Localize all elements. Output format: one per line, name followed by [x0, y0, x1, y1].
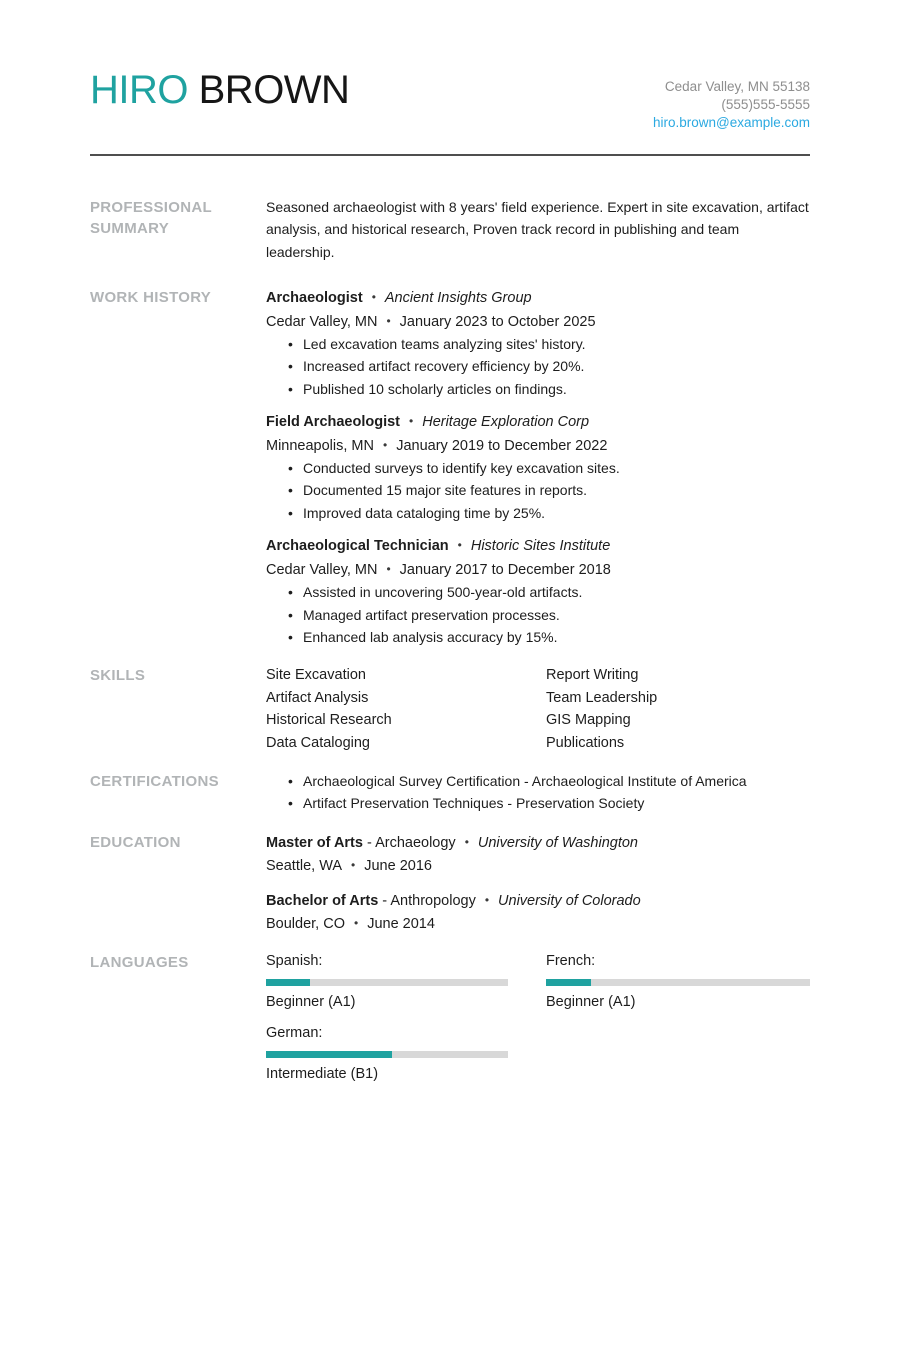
- section-work-history: [90, 286, 810, 648]
- job-bullet-list: [266, 333, 810, 400]
- education-meta-line: [266, 854, 810, 877]
- degree: Master of Arts: [266, 834, 363, 851]
- summary-text: Seasoned archaeologist with 8 years' field experience. Expert in site excavation, artifact analysis, and historical research, Proven track record in publishing and team leadership.: [266, 199, 809, 260]
- language-name: French:: [546, 953, 596, 970]
- dot-separator: •: [386, 561, 391, 576]
- bullet-item: • Assisted in uncovering 500-year-old artifacts.: [288, 581, 810, 603]
- education-meta-line: [266, 912, 810, 935]
- school: University of Colorado: [498, 892, 641, 909]
- job-dates: January 2019 to December 2022: [396, 437, 608, 454]
- education-heading: EDUCATION: [90, 833, 181, 851]
- job-entry: [266, 534, 810, 648]
- job-company: Ancient Insights Group: [384, 290, 532, 307]
- dot-separator: •: [457, 538, 462, 553]
- skill-item: Artifact Analysis: [266, 689, 369, 706]
- language-entry: [266, 951, 546, 1013]
- graduation-date: June 2014: [367, 915, 435, 932]
- dot-separator: •: [409, 414, 414, 429]
- graduation-date: June 2016: [364, 858, 432, 875]
- certifications-heading: CERTIFICATIONS: [90, 772, 219, 790]
- contact-email-link[interactable]: hiro.brown@example.com: [652, 115, 810, 130]
- skill-item: Data Cataloging: [266, 734, 370, 751]
- education-title-line: [266, 831, 810, 854]
- section-education: [90, 831, 810, 936]
- skill-item: Site Excavation: [266, 667, 366, 684]
- skill-item: Team Leadership: [546, 689, 658, 706]
- section-skills: [90, 664, 810, 754]
- job-entry: [266, 410, 810, 524]
- language-level: Beginner (A1): [266, 994, 356, 1011]
- last-name: BROWN: [198, 68, 350, 112]
- job-meta-line: [266, 558, 810, 581]
- language-progress-fill: [266, 1051, 392, 1058]
- dot-separator: •: [386, 313, 391, 328]
- bullet-item: • Enhanced lab analysis accuracy by 15%.: [288, 626, 810, 648]
- degree: Bachelor of Arts: [266, 892, 379, 909]
- languages-heading: LANGUAGES: [90, 954, 189, 972]
- education-content: [266, 831, 810, 936]
- job-bullet-list: [266, 581, 810, 648]
- skill-item: Report Writing: [546, 667, 639, 684]
- education-entry: [266, 831, 810, 878]
- job-bullet-list: [266, 457, 810, 524]
- bullet-item: • Increased artifact recovery efficiency by 20%.: [288, 355, 810, 377]
- language-progress-fill: [266, 979, 310, 986]
- bullet-item: • Published 10 scholarly articles on findings.: [288, 378, 810, 400]
- dot-separator: •: [383, 437, 388, 452]
- skill-item: Historical Research: [266, 712, 392, 729]
- job-dates: January 2017 to December 2018: [399, 561, 611, 578]
- school: University of Washington: [477, 834, 638, 851]
- contact-phone: (555)555-5555: [721, 97, 810, 112]
- job-company: Historic Sites Institute: [470, 538, 611, 555]
- section-professional-summary: [90, 196, 810, 263]
- certification-item: • Archaeological Survey Certification - Archaeological Institute of America: [288, 770, 810, 792]
- job-location: Cedar Valley, MN: [266, 313, 378, 330]
- dot-separator: •: [484, 892, 490, 907]
- job-location: Minneapolis, MN: [266, 437, 374, 454]
- job-meta-line: [266, 310, 810, 333]
- skills-column-2: [546, 664, 810, 754]
- section-languages: [90, 951, 810, 1085]
- languages-content: [266, 951, 810, 1085]
- job-location: Cedar Valley, MN: [266, 561, 378, 578]
- bullet-item: • Managed artifact preservation processes.: [288, 604, 810, 626]
- skill-item: GIS Mapping: [546, 712, 631, 729]
- language-progress-bar: [266, 1051, 508, 1058]
- job-title: Archaeologist: [266, 290, 363, 307]
- dot-separator: •: [464, 834, 469, 849]
- bullet-item: • Conducted surveys to identify key excavation sites.: [288, 457, 810, 479]
- summary-heading: PROFESSIONAL SUMMARY: [90, 199, 212, 237]
- work-history-heading: WORK HISTORY: [90, 289, 212, 307]
- work-history-content: [266, 286, 810, 648]
- language-entry: [266, 1023, 546, 1085]
- skill-item: Publications: [546, 734, 625, 751]
- language-progress-bar: [546, 979, 810, 986]
- education-title-line: [266, 889, 810, 912]
- language-name: German:: [266, 1025, 323, 1042]
- bullet-item: • Improved data cataloging time by 25%.: [288, 502, 810, 524]
- dash-separator: -: [367, 834, 372, 851]
- dot-separator: •: [371, 290, 376, 305]
- job-title-line: [266, 410, 810, 433]
- resume-body: [90, 196, 810, 1085]
- header: [90, 68, 810, 132]
- field-of-study: Archaeology: [375, 834, 456, 851]
- school-location: Seattle, WA: [266, 858, 343, 875]
- language-progress-fill: [546, 979, 591, 986]
- header-divider: [90, 154, 810, 156]
- job-title: Archaeological Technician: [266, 538, 449, 555]
- first-name: HIRO: [90, 68, 188, 112]
- dash-separator: -: [382, 892, 388, 909]
- language-entry: [546, 951, 810, 1013]
- bullet-item: • Led excavation teams analyzing sites' history.: [288, 333, 810, 355]
- field-of-study: Anthropology: [390, 892, 476, 909]
- skills-heading: SKILLS: [90, 667, 146, 685]
- skills-content: [266, 664, 810, 754]
- job-title-line: [266, 286, 810, 309]
- language-name: Spanish:: [266, 953, 323, 970]
- skills-column-1: [266, 664, 546, 754]
- job-meta-line: [266, 434, 810, 457]
- language-progress-bar: [266, 979, 508, 986]
- school-location: Boulder, CO: [266, 915, 345, 932]
- language-level: Beginner (A1): [546, 994, 636, 1011]
- dot-separator: •: [351, 858, 356, 873]
- job-dates: January 2023 to October 2025: [399, 313, 596, 330]
- contact-address: Cedar Valley, MN 55138: [664, 79, 810, 94]
- language-level: Intermediate (B1): [266, 1066, 379, 1083]
- education-entry: [266, 889, 810, 936]
- contact-block: [653, 78, 810, 132]
- job-entry: [266, 286, 810, 400]
- certifications-list: [266, 770, 810, 815]
- section-certifications: [90, 770, 810, 815]
- job-company: Heritage Exploration Corp: [422, 414, 590, 431]
- certification-item: • Artifact Preservation Techniques - Preservation Society: [288, 792, 810, 814]
- bullet-item: • Documented 15 major site features in reports.: [288, 479, 810, 501]
- job-title-line: [266, 534, 810, 557]
- candidate-name: [90, 68, 349, 112]
- job-title: Field Archaeologist: [266, 414, 401, 431]
- dot-separator: •: [354, 915, 359, 930]
